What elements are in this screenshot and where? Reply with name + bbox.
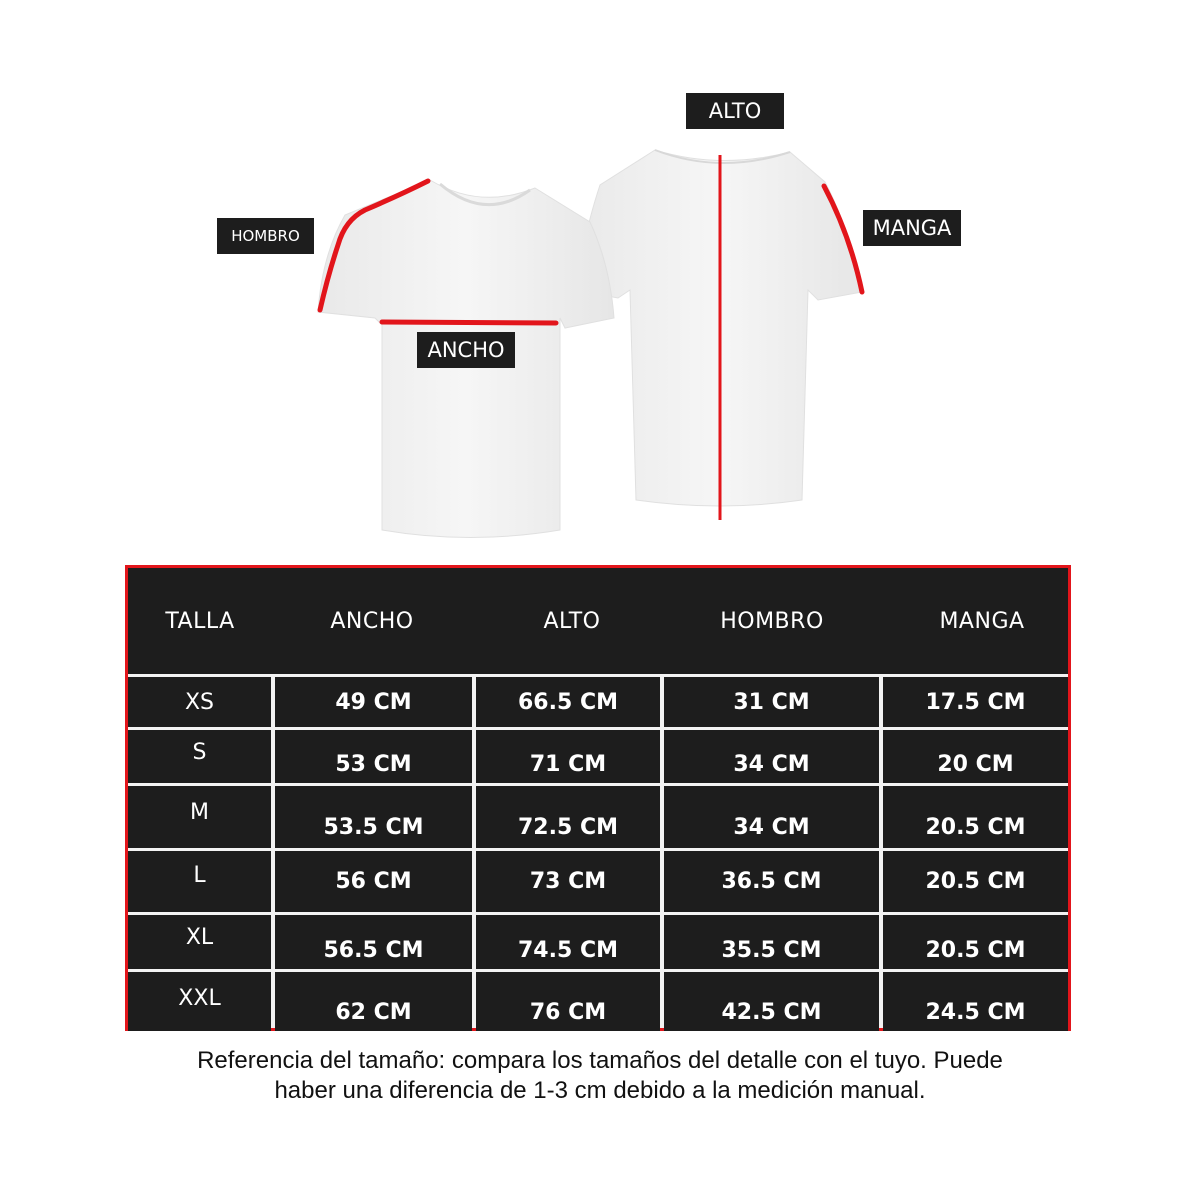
cell-ancho: 53 CM	[275, 730, 472, 783]
cell-size: XL	[128, 915, 271, 969]
cell-manga: 20.5 CM	[883, 851, 1068, 912]
cell-hombro: 36.5 CM	[664, 851, 879, 912]
cell-size: L	[128, 851, 271, 912]
cell-alto: 73 CM	[476, 851, 660, 912]
size-reference-note	[100, 1046, 1100, 1106]
cell-size: XXL	[128, 972, 271, 1031]
size-chart-table	[125, 565, 1071, 1031]
header-hombro: HOMBRO	[720, 608, 824, 634]
cell-alto: 66.5 CM	[476, 677, 660, 727]
cell-alto: 76 CM	[476, 972, 660, 1031]
cell-alto: 72.5 CM	[476, 786, 660, 848]
note-line-2: haber una diferencia de 1-3 cm debido a la medición manual.	[274, 1077, 926, 1104]
cell-ancho: 49 CM	[275, 677, 472, 727]
cell-ancho: 56.5 CM	[275, 915, 472, 969]
cell-size: XS	[128, 677, 271, 727]
table-row	[128, 848, 1068, 912]
manga-label: MANGA	[863, 210, 961, 246]
cell-alto: 71 CM	[476, 730, 660, 783]
cell-manga: 20 CM	[883, 730, 1068, 783]
cell-hombro: 34 CM	[664, 786, 879, 848]
header-alto: ALTO	[543, 608, 601, 634]
cell-manga: 24.5 CM	[883, 972, 1068, 1031]
cell-hombro: 35.5 CM	[664, 915, 879, 969]
table-row	[128, 912, 1068, 969]
cell-hombro: 31 CM	[664, 677, 879, 727]
cell-ancho: 53.5 CM	[275, 786, 472, 848]
header-talla: TALLA	[165, 608, 235, 634]
alto-label: ALTO	[686, 93, 784, 129]
cell-ancho: 62 CM	[275, 972, 472, 1031]
tshirt-illustration	[0, 0, 1200, 560]
table-row	[128, 783, 1068, 848]
cell-manga: 20.5 CM	[883, 786, 1068, 848]
table-row	[128, 969, 1068, 1031]
ancho-measure-line	[382, 322, 556, 323]
ancho-label: ANCHO	[417, 332, 515, 368]
note-line-1: Referencia del tamaño: compara los tamaños del detalle con el tuyo. Puede	[197, 1047, 1003, 1074]
header-manga: MANGA	[939, 608, 1025, 634]
cell-ancho: 56 CM	[275, 851, 472, 912]
table-header	[128, 568, 1068, 674]
table-body	[128, 674, 1068, 1028]
tshirt-measurement-diagram	[0, 0, 1200, 560]
table-row	[128, 727, 1068, 783]
cell-alto: 74.5 CM	[476, 915, 660, 969]
hombro-label: HOMBRO	[217, 218, 314, 254]
cell-hombro: 42.5 CM	[664, 972, 879, 1031]
cell-manga: 20.5 CM	[883, 915, 1068, 969]
cell-size: M	[128, 786, 271, 848]
header-ancho: ANCHO	[330, 608, 414, 634]
cell-manga: 17.5 CM	[883, 677, 1068, 727]
table-row	[128, 674, 1068, 727]
cell-size: S	[128, 730, 271, 783]
cell-hombro: 34 CM	[664, 730, 879, 783]
